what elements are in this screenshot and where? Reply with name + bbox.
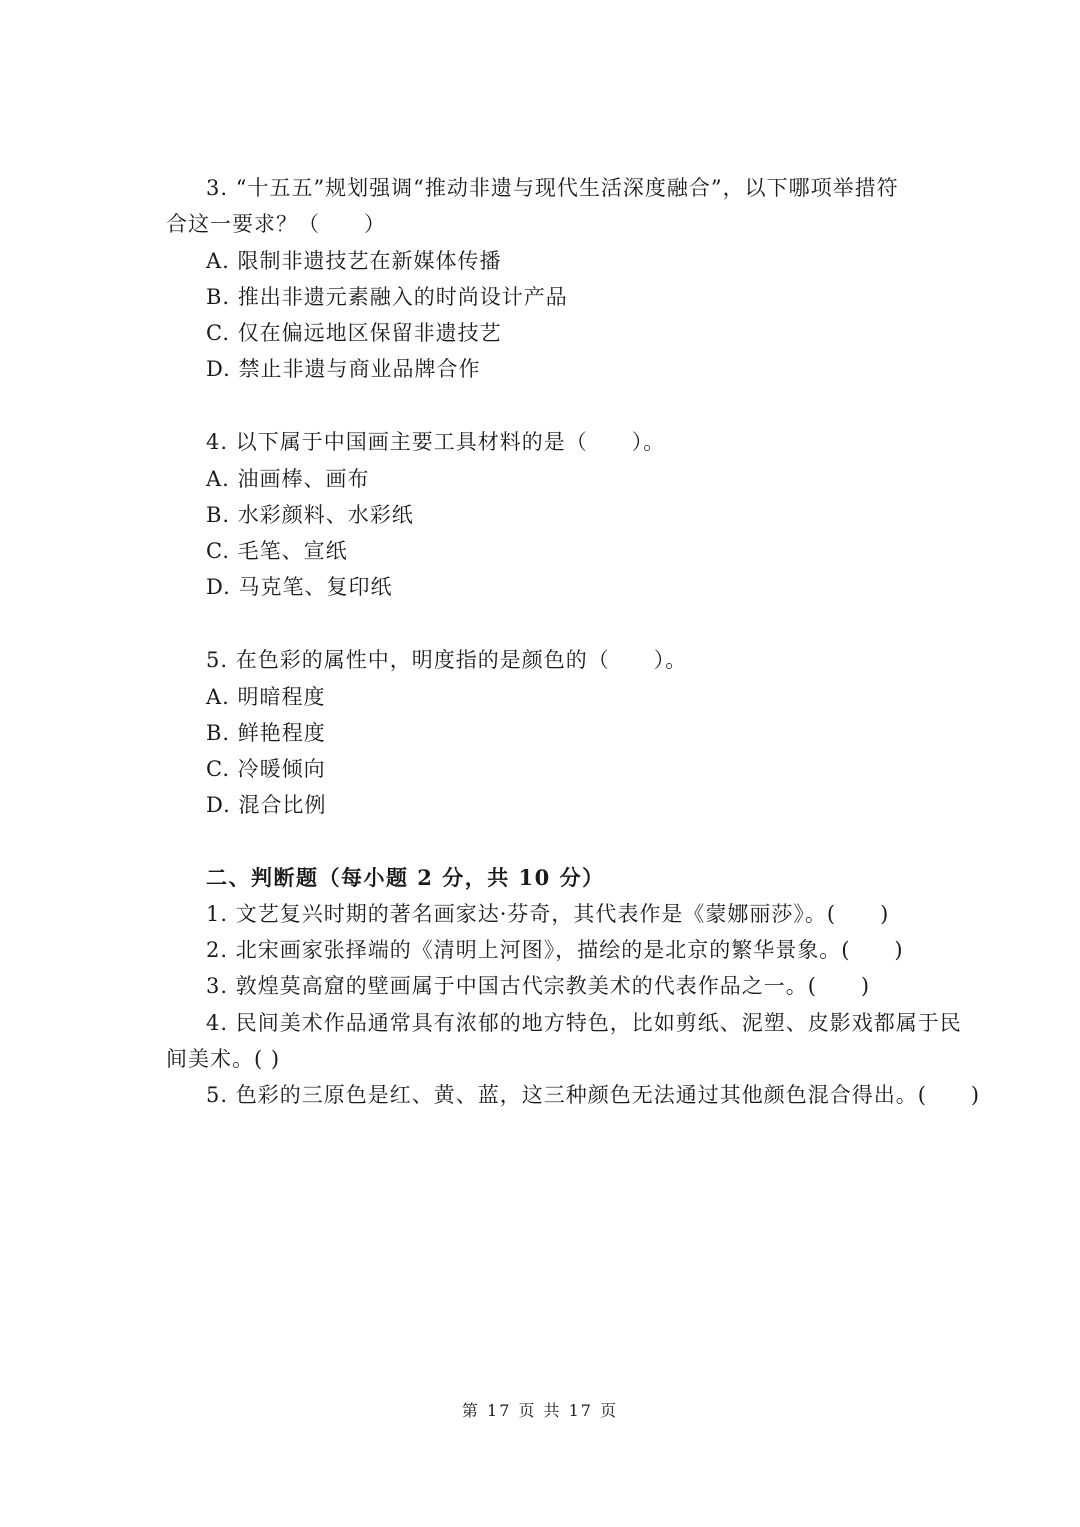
question-5-option-d: D. 混合比例 bbox=[206, 793, 327, 817]
judgment-item-5: 5. 色彩的三原色是红、黄、蓝，这三种颜色无法通过其他颜色混合得出。( ) bbox=[206, 1083, 981, 1107]
question-4-option-b: B. 水彩颜料、水彩纸 bbox=[206, 503, 414, 527]
question-3-stem-line1: 3. “十五五”规划强调“推动非遗与现代生活深度融合”，以下哪项举措符 bbox=[206, 176, 899, 200]
judgment-item-1: 1. 文艺复兴时期的著名画家达·芬奇，其代表作是《蒙娜丽莎》。( ) bbox=[206, 902, 890, 926]
judgment-item-4-line1: 4. 民间美术作品通常具有浓郁的地方特色，比如剪纸、泥塑、皮影戏都属于民 bbox=[206, 1011, 962, 1035]
question-4-option-c: C. 毛笔、宣纸 bbox=[206, 539, 348, 563]
question-3-option-c: C. 仅在偏远地区保留非遗技艺 bbox=[206, 321, 502, 345]
section-2-heading: 二、判断题（每小题 2 分，共 10 分） bbox=[206, 865, 605, 890]
page-footer: 第 17 页 共 17 页 bbox=[461, 1401, 619, 1420]
question-4-option-a: A. 油画棒、画布 bbox=[206, 467, 370, 491]
question-3-option-b: B. 推出非遗元素融入的时尚设计产品 bbox=[206, 285, 568, 309]
judgment-item-3: 3. 敦煌莫高窟的壁画属于中国古代宗教美术的代表作品之一。( ) bbox=[206, 974, 871, 998]
question-5-stem: 5. 在色彩的属性中，明度指的是颜色的（ ）。 bbox=[206, 648, 688, 672]
question-3-option-d: D. 禁止非遗与商业品牌合作 bbox=[206, 357, 481, 381]
question-4-option-d: D. 马克笔、复印纸 bbox=[206, 575, 393, 599]
question-4-stem: 4. 以下属于中国画主要工具材料的是（ ）。 bbox=[206, 430, 666, 454]
question-3-stem-line2: 合这一要求？（ ） bbox=[166, 212, 386, 236]
question-3-option-a: A. 限制非遗技艺在新媒体传播 bbox=[206, 249, 502, 273]
question-5-option-b: B. 鲜艳程度 bbox=[206, 721, 326, 745]
question-5-option-a: A. 明暗程度 bbox=[206, 685, 326, 709]
judgment-item-2: 2. 北宋画家张择端的《清明上河图》，描绘的是北京的繁华景象。( ) bbox=[206, 938, 904, 962]
question-5-option-c: C. 冷暖倾向 bbox=[206, 757, 326, 781]
judgment-item-4-line2: 间美术。( ) bbox=[166, 1047, 281, 1071]
